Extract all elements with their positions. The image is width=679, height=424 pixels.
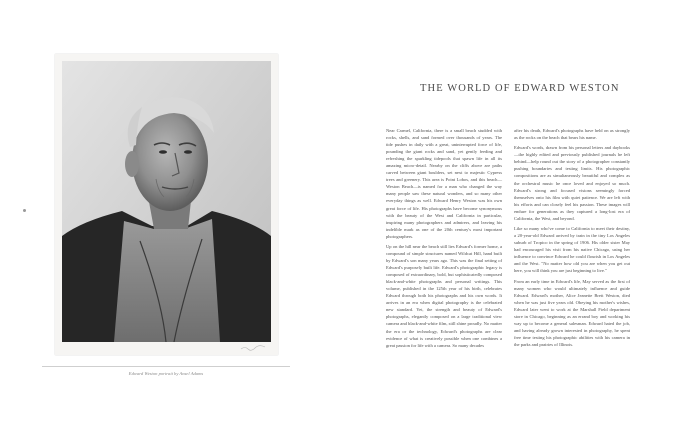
paragraph: after his death, Edward's photographs have held on as strongly as the rocks on the beach that bears his name.: [514, 128, 630, 141]
photo-plate: [55, 54, 278, 355]
photo-caption: Edward Weston portrait by Ansel Adams: [128, 371, 204, 376]
paragraph: Up on the hill near the beach still lies Edward's former home, a compound of simple structures named Wildcat Hill, hand built by Edward's son many years ago. This was the final setting of Edward's purposely built life. Edward's photographic legacy is composed of extraordinary, bold, but sophisticatedly composed black-and-white photographs and personal writings. This volume, published in the 125th year of his birth, celebrates Edward through both his photographs and his own words. It arrives in an era when digital photography is the celebrated new standard. Yet, the strength and beauty of Edward's photographs, elegantly composed on a large traditional view camera and black-and-white film, still shine proudly. No matter the era or the technology, Edward's photographs are clear evidence of what is creatively possible when one combines a great passion for life with a camera. So many decades: [386, 243, 502, 348]
signature-mark: [240, 345, 266, 351]
paragraph: Like so many who've come to California to meet their destiny, a 20-year-old Edward arrived by train in the tiny Los Angeles suburb of Tropico in the spring of 1906. His older sister May had encouraged his visit from his native Chicago, using her influence to convince Edward he could flourish in Los Angeles and the West. "No matter how old you are when you get out here, you will think you are just beginning to live.": [514, 225, 630, 274]
text-column-2: [514, 127, 630, 351]
paragraph: Edward's words, drawn from his personal letters and daybooks—the highly edited and previously published journals he left behind—help round out the story of a photographer constantly pushing boundaries and testing limits. His photographic compositions are as simultaneously beautiful and complex as the orchestral music he once loved and enjoyed so much. Edward's strong and focused visions seemingly forced themselves onto his film with quiet patience. We are left with his efforts and can closely feel his passion. These images will endure for generations as they captured a long-lost era of California, the West, and beyond.: [514, 145, 630, 221]
page-marker-dot: [23, 209, 26, 212]
chapter-heading: THE WORLD OF EDWARD WESTON: [420, 83, 620, 94]
caption-rule: [42, 366, 290, 367]
text-column-1: [386, 127, 502, 352]
portrait-photo: [62, 61, 271, 342]
paragraph: From an early time in Edward's life, May served as the first of many women who would ultimately influence and guide Edward. Edward's mother, Alice Jeanette Brett Weston, died when he was just five years old. Obeying his mother's wishes, Edward later went to work at the Marshall Field department store in Chicago, beginning as an errand boy and working his way up to become a general salesman. Edward hated the job, and having already grown interested in photography, he spent free time testing his photographic abilities with his camera in the parks and prairies of Illinois.: [514, 278, 630, 347]
paragraph: Near Carmel, California, there is a small beach studded with rocks, shells, and sand formed over thousands of years. The tide pushes in daily with a great, uninterrupted force of life, pounding the giant rocks and sand, yet gently feeding and refreshing the sparkling tidepools that spawn life in all its amazing micro-detail. Nearby on the cliffs above are paths carved between giant boulders, set next to majestic Cypress trees and greenery. This area is Point Lobos, and this beach—Weston Beach—is named for a man who changed the way many people saw these natural wonders, and so many other everyday things as well. Edward Henry Weston was his own great force of life. His photographs have become synonymous with the beauty of the West and California in particular, inspiring many photographers and admirers, and leaving his indelible mark as one of the 20th century's most important photographers.: [386, 128, 502, 239]
